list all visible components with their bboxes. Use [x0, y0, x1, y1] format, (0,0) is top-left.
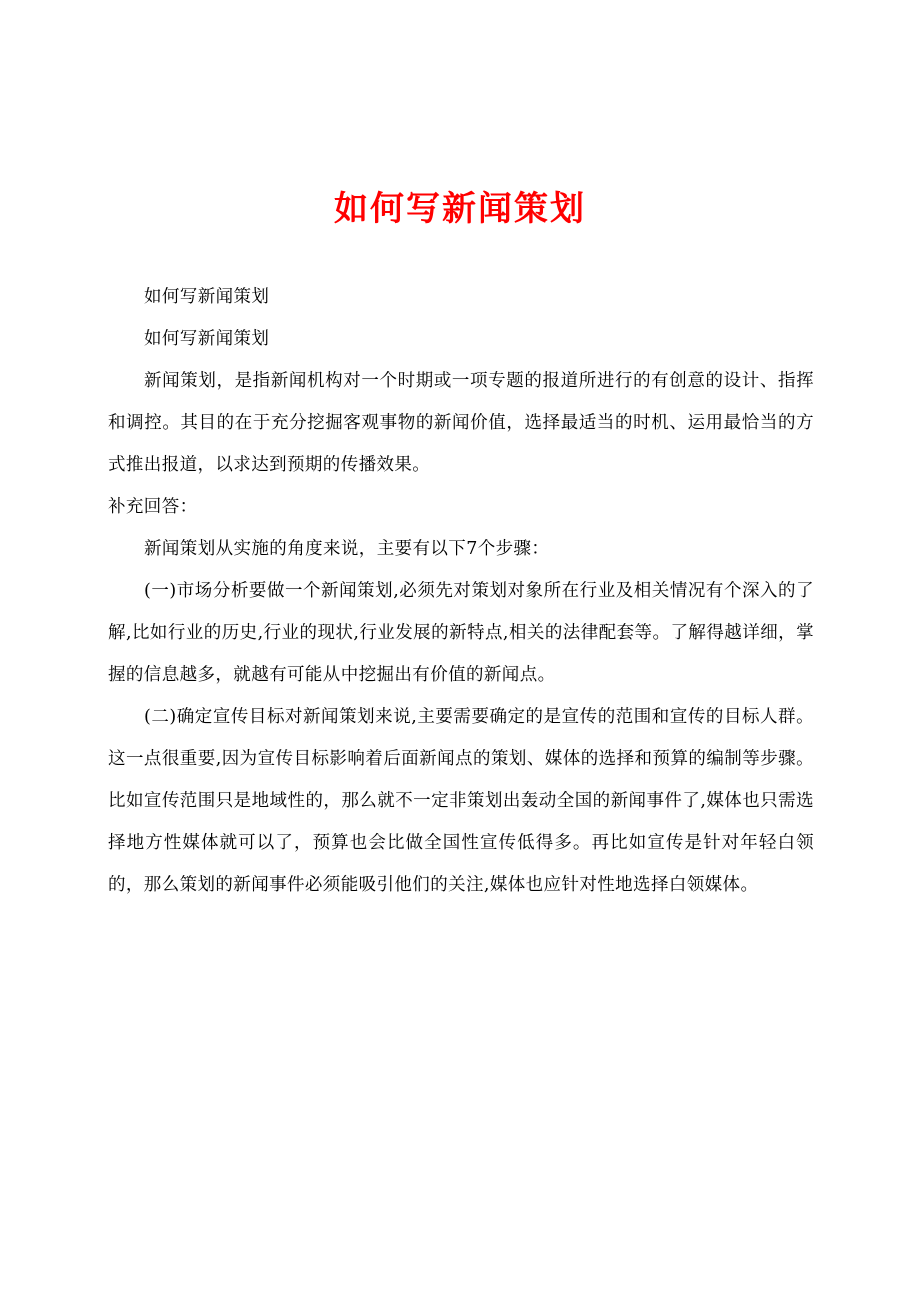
paragraph: 补充回答：	[108, 497, 198, 517]
paragraph: 新闻策划，是指新闻机构对一个时期或一项专题的报道所进行的有创意的设计、指挥和调控。其目的在于充分挖掘客观事物的新闻价值，选择最适当的时机、运用最恰当的方式推出报道，以求达到预期的传播效果。	[108, 371, 814, 475]
paragraph: 如何写新闻策划	[144, 329, 270, 349]
paragraph: (二)确定宣传目标对新闻策划来说,主要需要确定的是宣传的范围和宣传的目标人群。这一点很重要,因为宣传目标影响着后面新闻点的策划、媒体的选择和预算的编制等步骤。比如宣传范围只是地域性的，那么就不一定非策划出轰动全国的新闻事件了,媒体也只需选择地方性媒体就可以了，预算也会比做全国性宣传低得多。再比如宣传是针对年轻白领的，那么策划的新闻事件必须能吸引他们的关注,媒体也应针对性地选择白领媒体。	[108, 707, 814, 895]
paragraph: 新闻策划从实施的角度来说，主要有以下7个步骤：	[144, 539, 550, 559]
paragraph: 如何写新闻策划	[144, 287, 270, 307]
document-body	[108, 276, 814, 906]
page-title: 如何写新闻策划	[334, 189, 586, 229]
paragraph: (一)市场分析要做一个新闻策划,必须先对策划对象所在行业及相关情况有个深入的了解,比如行业的历史,行业的现状,行业发展的新特点,相关的法律配套等。了解得越详细，掌握的信息越多，就越有可能从中挖掘出有价值的新闻点。	[108, 581, 814, 685]
